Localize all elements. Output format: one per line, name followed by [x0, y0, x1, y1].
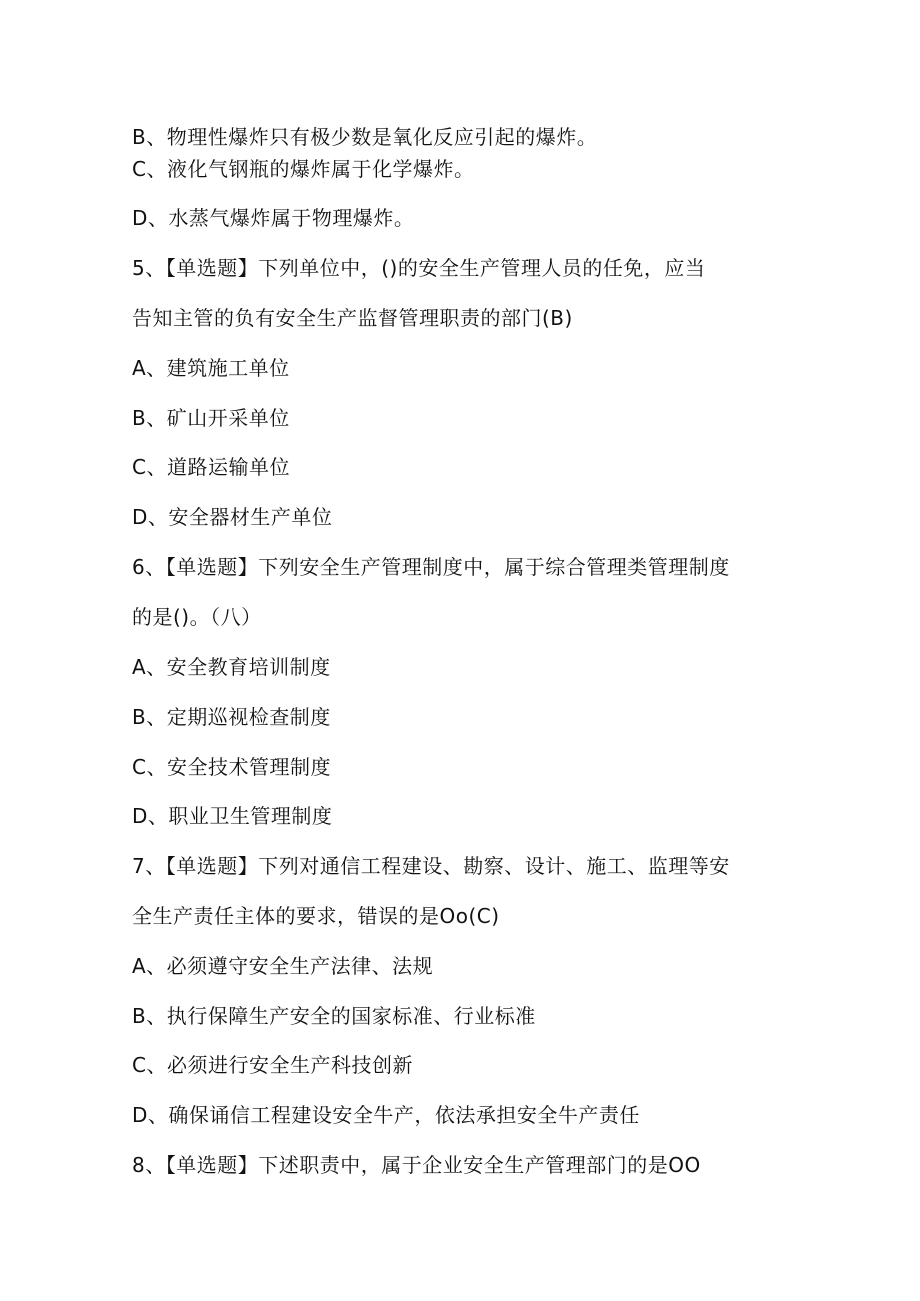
option-c-q4: C、液化气钢瓶的爆炸属于化学爆炸。: [132, 157, 475, 181]
option-a-q5: A、建筑施工单位: [132, 356, 290, 380]
question-6-line-2: 的是()。（八）: [132, 605, 262, 629]
option-a-q7: A、必须遵守安全生产法律、法规: [132, 954, 434, 978]
question-7-line-1: 7、【单选题】下列对通信工程建设、勘察、设计、施工、监理等安: [132, 854, 730, 878]
option-b-q5: B、矿山开采单位: [132, 406, 290, 430]
question-7-line-2: 全生产责任主体的要求，错误的是Oo(C): [132, 904, 500, 928]
option-b-q6: B、定期巡视检查制度: [132, 705, 331, 729]
option-b-q7: B、执行保障生产安全的国家标准、行业标准: [132, 1004, 536, 1028]
option-d-q6: D、职业卫生管理制度: [132, 804, 333, 828]
option-d-q5: D、安全器材生产单位: [132, 505, 333, 529]
question-5-line-1: 5、【单选题】下列单位中，()的安全生产管理人员的任免，应当: [132, 256, 706, 280]
option-c-q5: C、道路运输单位: [132, 455, 290, 479]
option-b-q4: B、物理性爆炸只有极少数是氧化反应引起的爆炸。: [132, 125, 598, 149]
option-c-q7: C、必须进行安全生产科技创新: [132, 1053, 413, 1077]
option-a-q6: A、安全教育培训制度: [132, 655, 331, 679]
question-8-line-1: 8、【单选题】下述职责中，属于企业安全生产管理部门的是OO: [132, 1153, 701, 1177]
question-5-line-2: 告知主管的负有安全生产监督管理职责的部门(B): [132, 306, 573, 330]
option-d-q4: D、水蒸气爆炸属于物理爆炸。: [132, 206, 415, 230]
question-6-line-1: 6、【单选题】下列安全生产管理制度中，属于综合管理类管理制度: [132, 555, 730, 579]
option-d-q7: D、确保诵信工程建设安全牛产，依法承担安全牛产责任: [132, 1103, 640, 1127]
option-c-q6: C、安全技术管理制度: [132, 755, 331, 779]
